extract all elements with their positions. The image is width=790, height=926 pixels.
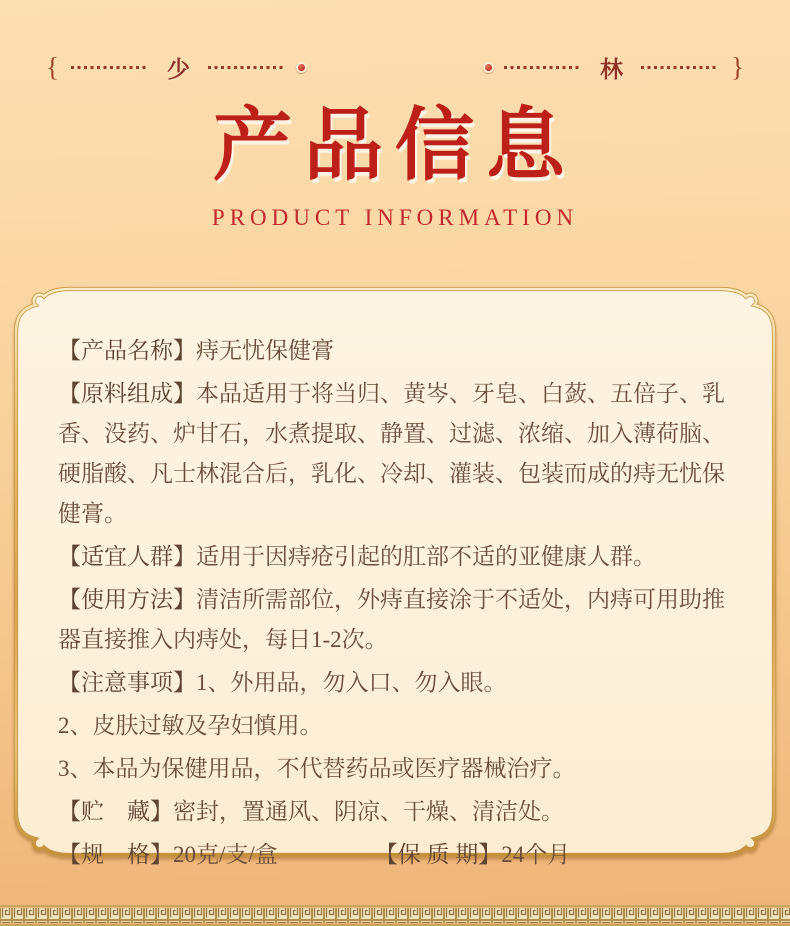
shelf-life-group <box>375 835 571 875</box>
header-char-right: 林 <box>600 56 623 82</box>
info-label: 【注意事项】 <box>58 670 196 695</box>
info-row-storage <box>58 792 734 832</box>
product-info-text <box>58 331 734 878</box>
info-label: 【贮 藏】 <box>58 799 173 824</box>
info-label: 【规 格】 <box>58 842 173 867</box>
info-row-caution-1 <box>58 663 734 703</box>
info-value: 痔无忧保健膏 <box>196 338 334 363</box>
info-label: 【使用方法】 <box>58 587 196 612</box>
info-row-caution-3 <box>58 749 734 789</box>
info-value: 3、本品为保健用品，不代替药品或医疗器械治疗。 <box>58 756 576 781</box>
info-value: 20克/支/盒 <box>173 842 278 867</box>
info-row-usage <box>58 580 734 660</box>
info-label: 【原料组成】 <box>58 381 196 406</box>
info-label: 【保 质 期】 <box>374 842 502 867</box>
info-label: 【产品名称】 <box>58 338 196 363</box>
info-row-ingredients <box>58 374 734 534</box>
info-value: 1、外用品，勿入口、勿入眼。 <box>196 670 507 695</box>
info-value: 24个月 <box>501 842 571 867</box>
info-row-spec-shelf <box>58 835 734 875</box>
greek-key-border <box>0 905 790 926</box>
info-value: 清洁所需部位，外痔直接涂于不适处，内痔可用助推器直接推入内痔处，每日1-2次。 <box>58 587 725 652</box>
header-char-left: 少 <box>167 56 190 82</box>
info-value: 适用于因痔疮引起的肛部不适的亚健康人群。 <box>196 544 656 569</box>
spec-group <box>58 835 278 875</box>
info-row-suitable-people <box>58 537 734 577</box>
info-label: 【适宜人群】 <box>58 544 196 569</box>
page-subtitle: PRODUCT INFORMATION <box>211 205 579 230</box>
info-value: 密封，置通风、阴凉、干燥、清洁处。 <box>173 799 564 824</box>
info-value: 2、皮肤过敏及孕妇慎用。 <box>58 713 323 738</box>
info-value: 本品适用于将当归、黄岑、牙皂、白蔹、五倍子、乳香、没药、炉甘石，水煮提取、静置、过滤、浓缩、加入薄荷脑、硬脂酸、凡士林混合后，乳化、冷却、灌装、包装而成的痔无忧保健膏。 <box>58 381 725 526</box>
info-row-caution-2 <box>58 706 734 746</box>
right-brace: } <box>731 51 744 82</box>
left-brace: { <box>46 51 59 82</box>
page-title: 产品信息 <box>213 103 577 190</box>
info-row-product-name <box>58 331 734 371</box>
